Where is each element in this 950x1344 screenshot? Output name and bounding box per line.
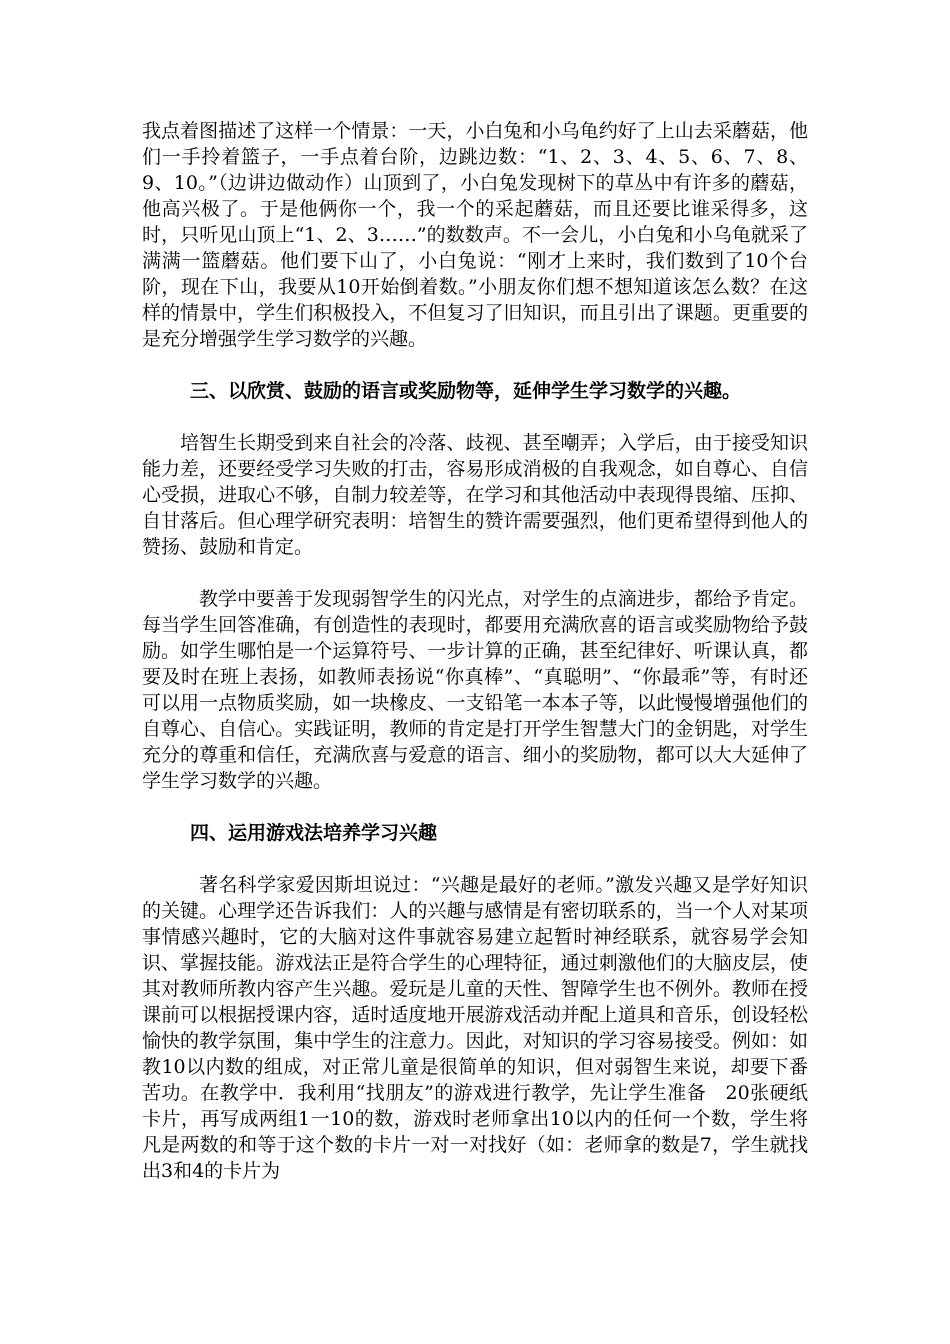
paragraph-games: 著名科学家爱因斯坦说过：“兴趣是最好的老师。”激发兴趣又是学好知识的关键。心理学还告诉我们：人的兴趣与感情是有密切联系的，当一个人对某项事情感兴趣时，它的大脑对这件事就容易建立起暂时神经联系，就容易学会知识、掌握技能。游戏法正是符合学生的心理特征，通过刺激他们的大脑皮层，使其对教师所教内容产生兴趣。爱玩是儿童的天性、智障学生也不例外。教师在授课前可以根据授课内容，适时适度地开展游戏活动并配上道具和音乐，创设轻松愉快的教学氛围，集中学生的注意力。因此，对知识的学习容易接受。例如：如教10以内数的组成，对正常儿童是很简单的知识，但对弱智生来说，却要下番苦功。在教学中．我利用“找朋友”的游戏进行教学，先让学生准备 20张硬纸卡片，再写成两组1一10的数，游戏时老师拿出10以内的任何一个数，学生将凡是两数的和等于这个数的卡片一对一对找好（如：老师拿的数是7，学生就找出3和4的卡片为 (142, 874, 808, 1182)
section-heading-4: 四、运用游戏法培养学习兴趣 (190, 822, 438, 844)
section-heading-3: 三、以欣赏、鼓励的语言或奖励物等，延伸学生学习数学的兴趣。 (190, 380, 742, 402)
paragraph-encouragement: 教学中要善于发现弱智学生的闪光点，对学生的点滴进步，都给予肯定。每当学生回答准确，有创造性的表现时，都要用充满欣喜的语言或奖励物给予鼓励。如学生哪怕是一个运算符号、一步计算的正确，甚至纪律好、听课认真，都要及时在班上表扬，如教师表扬说“你真棒”、“真聪明”、“你最乖”等，有时还可以用一点物质奖励，如一块橡皮、一支铅笔一本本子等，以此慢慢增强他们的自尊心、自信心。实践证明，教师的肯定是打开学生智慧大门的金钥匙，对学生充分的尊重和信任，充满欣喜与爱意的语言、细小的奖励物，都可以大大延伸了学生学习数学的兴趣。 (142, 588, 808, 792)
document-page (142, 118, 808, 1184)
paragraph-story: 我点着图描述了这样一个情景：一天，小白兔和小乌龟约好了上山去采蘑菇，他们一手拎着篮子，一手点着台阶，边跳边数：“1、2、3、4、5、6、7、8、9、10。”（边讲边做动作）山顶到了，小白兔发现树下的草丛中有许多的蘑菇，他高兴极了。于是他俩你一个，我一个的采起蘑菇，而且还要比谁采得多，这时，只听见山顶上“1、2、3……”的数数声。不一会儿，小白兔和小乌龟就采了满满一篮蘑菇。他们要下山了，小白兔说：“刚才上来时，我们数到了10个台阶，现在下山，我要从10开始倒着数。”小朋友你们想不想知道该怎么数？在这样的情景中，学生们积极投入，不但复习了旧知识，而且引出了课题。更重要的是充分增强学生学习数学的兴趣。 (142, 120, 808, 350)
paragraph-students: 培智生长期受到来自社会的冷落、歧视、甚至嘲弄；入学后，由于接受知识能力差，还要经受学习失败的打击，容易形成消极的自我观念，如自尊心、自信心受损，进取心不够，自制力较差等，在学习和其他活动中表现得畏缩、压抑、自甘落后。但心理学研究表明：培智生的赞许需要强烈，他们更希望得到他人的赞扬、鼓励和肯定。 (142, 432, 808, 558)
